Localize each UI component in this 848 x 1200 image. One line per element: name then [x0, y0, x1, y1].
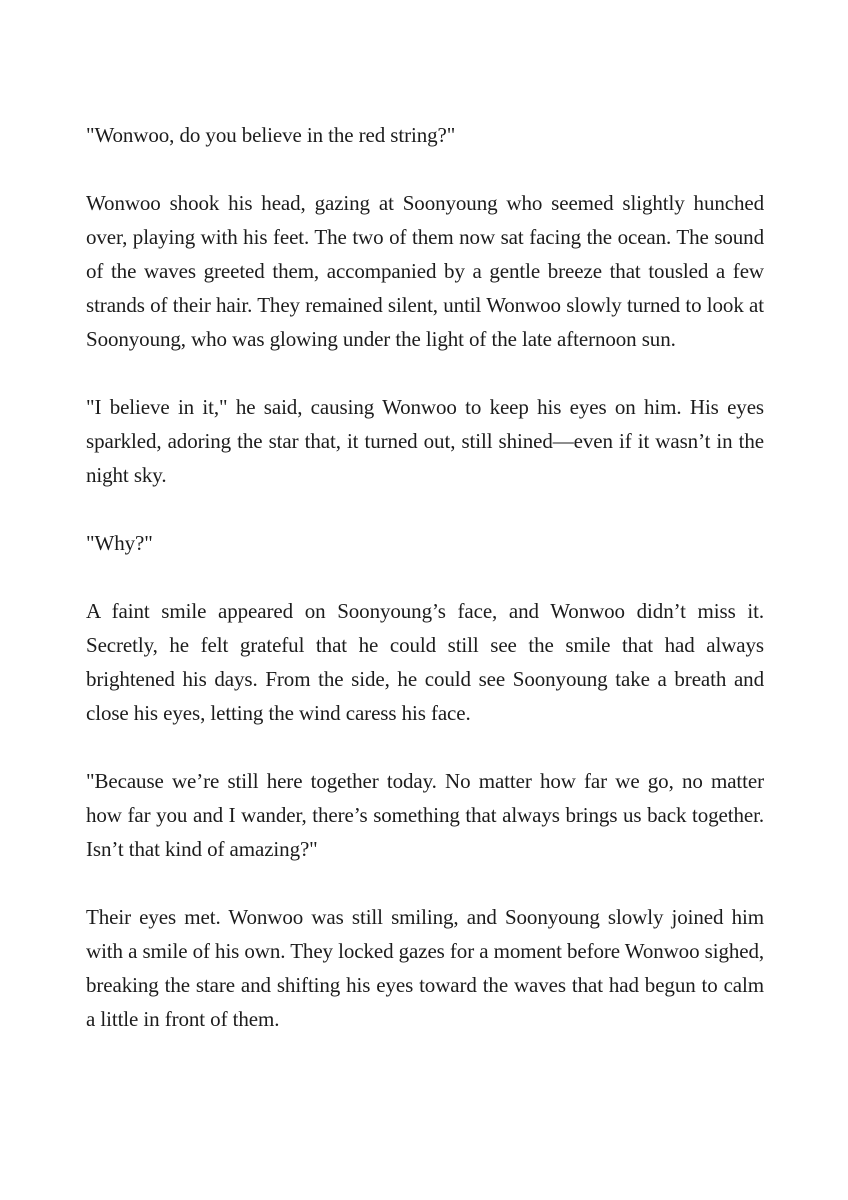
dialogue-paragraph: "I believe in it," he said, causing Wonwoo to keep his eyes on him. His eyes sparkled, adoring the star that, it turned out, still shined—even if it wasn’t in the night sky. — [86, 395, 764, 487]
dialogue-paragraph: "Why?" — [86, 531, 153, 555]
narrative-paragraph: Their eyes met. Wonwoo was still smiling, and Soonyoung slowly joined him with a smile of his own. They locked gazes for a moment before Wonwoo sighed, breaking the stare and shifting his eyes toward the waves that had begun to calm a little in front of them. — [86, 905, 765, 1031]
story-page — [86, 118, 764, 1036]
narrative-paragraph: Wonwoo shook his head, gazing at Soonyoung who seemed slightly hunched over, playing with his feet. The two of them now sat facing the ocean. The sound of the waves greeted them, accompanied by a gentle breeze that tousled a few strands of their hair. They remained silent, until Wonwoo slowly turned to look at Soonyoung, who was glowing under the light of the late afternoon sun. — [86, 191, 764, 351]
narrative-paragraph: A faint smile appeared on Soonyoung’s face, and Wonwoo didn’t miss it. Secretly, he felt grateful that he could still see the smile that had always brightened his days. From the side, he could see Soonyoung take a breath and close his eyes, letting the wind caress his face. — [86, 599, 764, 725]
dialogue-paragraph: "Wonwoo, do you believe in the red string?" — [86, 123, 456, 147]
dialogue-paragraph: "Because we’re still here together today. No matter how far we go, no matter how far you and I wander, there’s something that always brings us back together. Isn’t that kind of amazing?" — [86, 769, 764, 861]
